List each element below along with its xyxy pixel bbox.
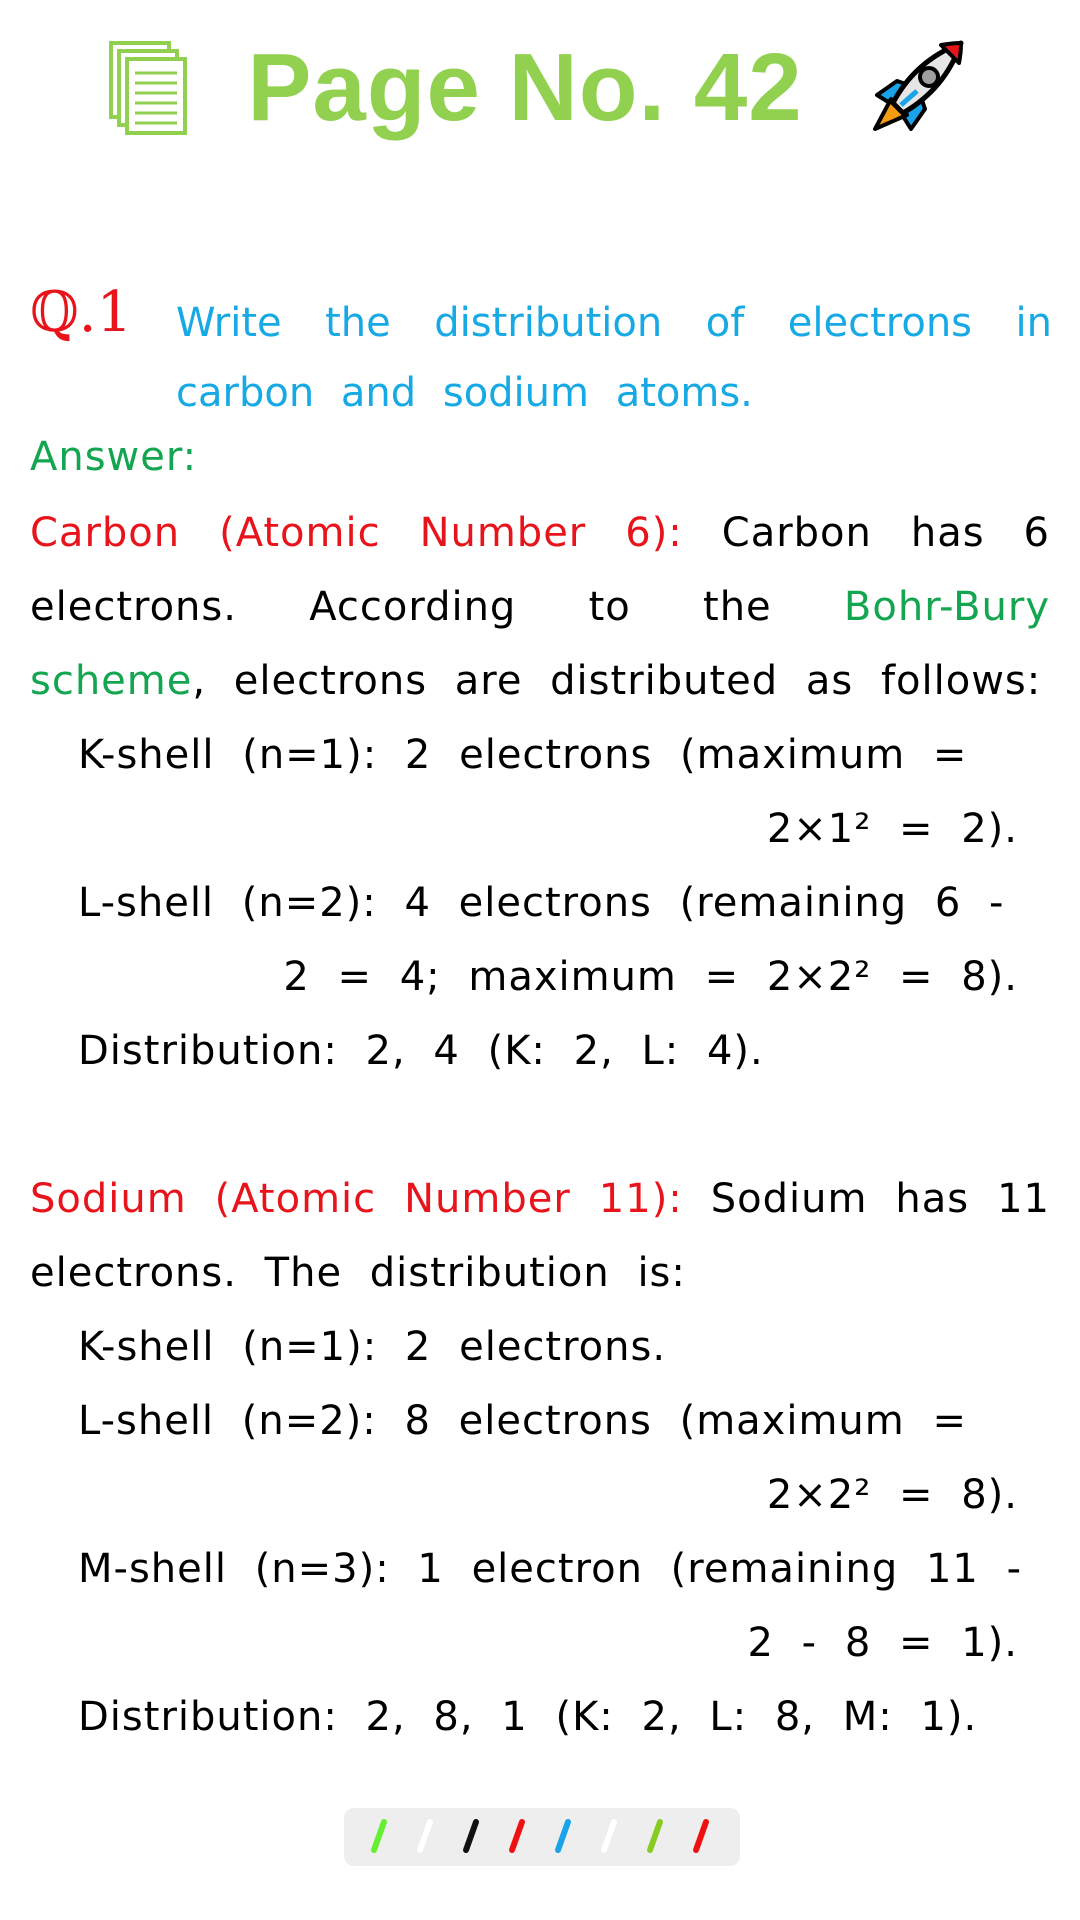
page-header [0, 28, 1080, 148]
stroke-mark [650, 1822, 660, 1850]
carbon-k-shell-line-2: 2×1² = 2). [766, 806, 1018, 852]
sodium-m-shell [78, 1532, 1038, 1680]
stroke-mark [604, 1822, 614, 1850]
stroke-mark [696, 1822, 706, 1850]
rocket-icon [863, 33, 973, 143]
decorative-stroke-bar [344, 1808, 740, 1866]
page-title: Page No. 42 [247, 34, 803, 141]
carbon-intro [30, 496, 1050, 718]
stroke-mark [558, 1822, 568, 1850]
stroke-marks [344, 1808, 740, 1866]
stroke-mark [420, 1822, 430, 1850]
question-text: Write the distribution of electrons in carbon and sodium atoms. [176, 300, 1052, 416]
question-label: ℚ.1 [30, 280, 133, 345]
bohr-bury-term: Bohr-Bury scheme [30, 584, 1050, 704]
carbon-l-shell [78, 866, 1038, 1014]
sodium-distribution: Distribution: 2, 8, 1 (K: 2, L: 8, M: 1). [78, 1694, 978, 1740]
carbon-shell-list [78, 718, 1038, 1088]
sodium-l-shell-line-2: 2×2² = 8). [766, 1472, 1018, 1518]
carbon-k-shell-line-1: K-shell (n=1): 2 electrons (maximum = [78, 732, 968, 778]
stroke-mark [512, 1822, 522, 1850]
stroke-mark [466, 1822, 476, 1850]
sodium-m-shell-line-1: M-shell (n=3): 1 electron (remaining 11 - [78, 1546, 1023, 1592]
carbon-distribution: Distribution: 2, 4 (K: 2, L: 4). [78, 1028, 764, 1074]
sodium-shell-list [78, 1310, 1038, 1754]
sodium-k-shell: K-shell (n=1): 2 electrons. [78, 1324, 667, 1370]
sodium-intro [30, 1162, 1050, 1310]
carbon-intro-text-2: , electrons are distributed as follows: [192, 658, 1042, 704]
sodium-intro-text: Sodium has 11 electrons. The distribution is: [30, 1176, 1050, 1296]
document-stack-icon [107, 39, 191, 137]
carbon-heading: Carbon (Atomic Number 6): [30, 510, 683, 556]
sodium-heading: Sodium (Atomic Number 11): [30, 1176, 683, 1222]
carbon-l-shell-line-1: L-shell (n=2): 4 electrons (remaining 6 - [78, 880, 1005, 926]
sodium-l-shell-line-1: L-shell (n=2): 8 electrons (maximum = [78, 1398, 967, 1444]
answer-label: Answer: [30, 434, 198, 480]
sodium-l-shell [78, 1384, 1038, 1532]
carbon-k-shell [78, 718, 1038, 866]
sodium-m-shell-line-2: 2 - 8 = 1). [747, 1620, 1018, 1666]
carbon-l-shell-line-2: 2 = 4; maximum = 2×2² = 8). [283, 954, 1018, 1000]
stroke-mark [374, 1822, 384, 1850]
carbon-intro-text-1: Carbon has 6 electrons. According to the [30, 510, 1050, 630]
